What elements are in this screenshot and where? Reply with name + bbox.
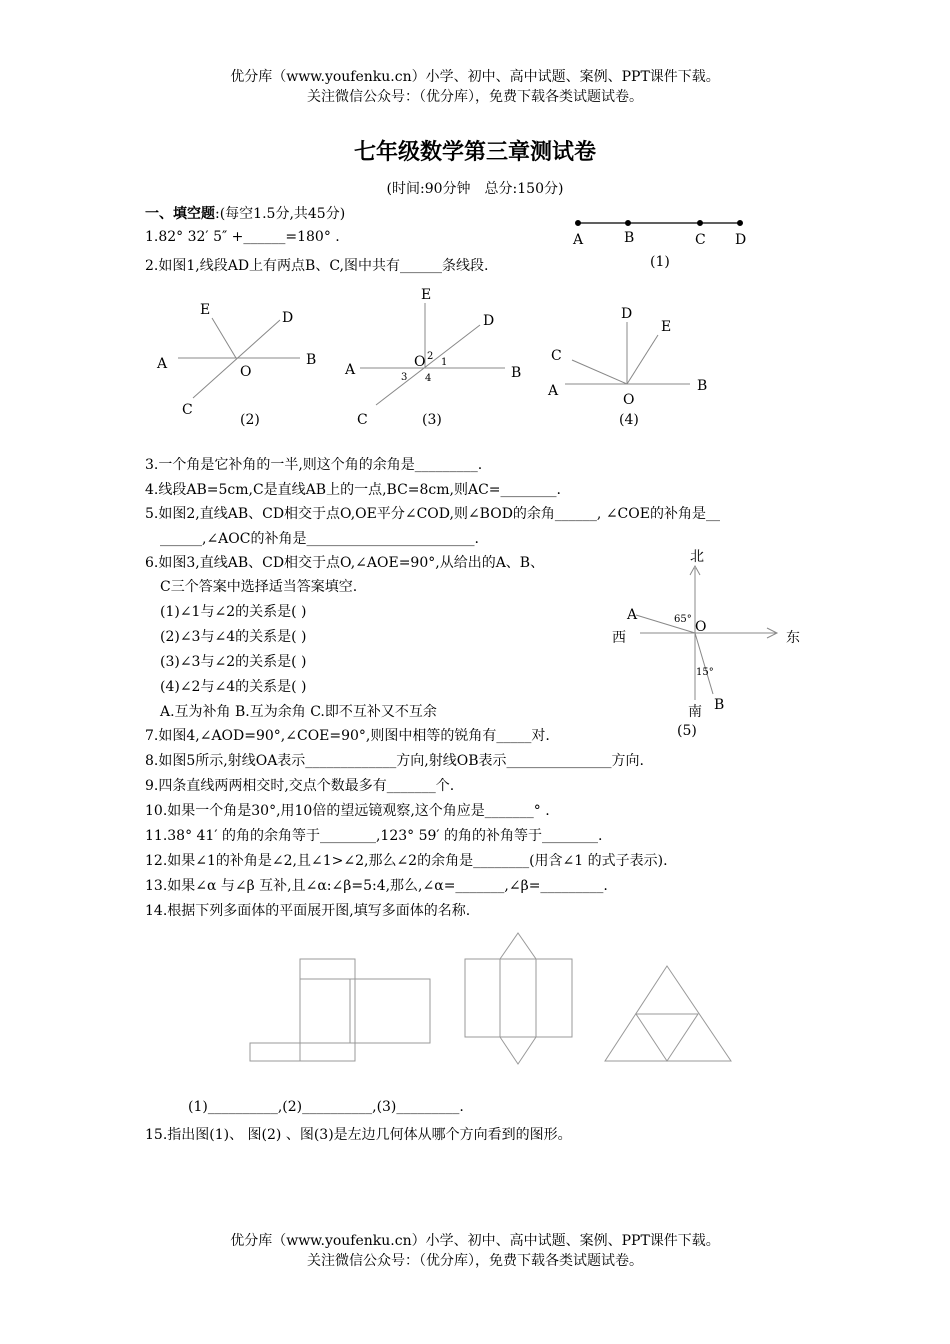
net1-left-face	[250, 1043, 300, 1061]
fig4-label-b: B	[697, 378, 708, 394]
fig5-label-o: O	[695, 619, 707, 635]
fig2-label-o: O	[240, 364, 252, 380]
question-6-2: (2)∠3与∠4的关系是( )	[160, 629, 307, 645]
fig3-label-b: B	[511, 365, 522, 381]
fig4-label-e: E	[661, 319, 672, 335]
question-14: 14.根据下列多面体的平面展开图,填写多面体的名称.	[145, 903, 471, 919]
fig2-label-e: E	[200, 302, 211, 318]
fig5-label-west: 西	[612, 630, 626, 646]
fig3-label-e: E	[421, 287, 432, 303]
fig5-angle-15: 15°	[696, 667, 714, 678]
fig3-angle-2: 2	[427, 351, 434, 362]
net3-inner-triangle	[636, 1014, 698, 1061]
question-6-options: A.互为补角 B.互为余角 C.即不互补又不互余	[160, 704, 437, 720]
figure-3	[344, 287, 521, 428]
fig4-caption: (4)	[619, 412, 639, 428]
fig3-caption: (3)	[422, 412, 442, 428]
fig4-label-a: A	[548, 383, 559, 399]
question-3: 3.一个角是它补角的一半,则这个角的余角是_________.	[145, 457, 483, 473]
fig1-point-a	[576, 221, 581, 226]
net2-bottom-triangle	[500, 1037, 536, 1064]
fig4-ray-oe	[627, 335, 658, 384]
question-15: 15.指出图(1)、 图(2) 、图(3)是左边几何体从哪个方向看到的图形。	[145, 1127, 572, 1143]
fig2-label-c: C	[182, 402, 193, 418]
net-prism	[465, 933, 572, 1064]
fig3-label-c: C	[357, 412, 368, 428]
fig1-point-c	[698, 221, 703, 226]
net1-right-face	[355, 979, 430, 1043]
figure-1	[572, 221, 746, 271]
fig1-label-b: B	[624, 230, 635, 246]
fig1-point-d	[738, 221, 743, 226]
fig1-label-c: C	[695, 232, 706, 248]
net-cuboid	[250, 959, 430, 1061]
fig2-label-a: A	[157, 356, 168, 372]
question-14-answers: (1)__________,(2)__________,(3)_________.	[188, 1099, 464, 1115]
fig5-label-south: 南	[688, 704, 702, 720]
fig2-line-cd	[193, 320, 280, 398]
fig5-angle-65: 65°	[674, 614, 692, 625]
fig4-label-o: O	[623, 392, 635, 408]
fig3-angle-4: 4	[425, 373, 432, 384]
figure-4	[547, 306, 707, 428]
question-5a: 5.如图2,直线AB、CD相交于点O,OE平分∠COD,则∠BOD的余角______, ∠COE的补角是__	[145, 506, 720, 522]
fig2-label-b: B	[306, 352, 317, 368]
question-9: 9.四条直线两两相交时,交点个数最多有_______个.	[145, 778, 455, 794]
question-6-1: (1)∠1与∠2的关系是( )	[160, 604, 307, 620]
fig4-label-c: C	[551, 348, 562, 364]
fig5-label-north: 北	[690, 549, 704, 565]
section-heading-note: :(每空1.5分,共45分)	[215, 206, 346, 222]
question-10: 10.如果一个角是30°,用10倍的望远镜观察,这个角应是_______° .	[145, 803, 550, 819]
fig1-point-b	[626, 221, 631, 226]
page-subtitle: (时间:90分钟 总分:150分)	[386, 181, 564, 197]
question-6-4: (4)∠2与∠4的关系是( )	[160, 679, 307, 695]
fig3-label-d: D	[483, 313, 495, 329]
question-8: 8.如图5所示,射线OA表示_____________方向,射线OB表示_______________方向.	[145, 753, 644, 769]
figure-5	[612, 549, 800, 739]
question-7: 7.如图4,∠AOD=90°,∠COE=90°,则图中相等的锐角有_____对.	[145, 728, 550, 744]
fig3-angle-1: 1	[441, 357, 448, 368]
page-title: 七年级数学第三章测试卷	[353, 139, 596, 165]
question-12: 12.如果∠1的补角是∠2,且∠1>∠2,那么∠2的余角是________(用含∠1 的式子表示).	[145, 853, 668, 869]
question-6-3: (3)∠3与∠2的关系是( )	[160, 654, 307, 670]
net2-rect	[465, 959, 572, 1037]
question-2: 2.如图1,线段AD上有两点B、C,图中共有______条线段.	[145, 258, 489, 274]
fig2-label-d: D	[282, 310, 294, 326]
figure-2	[156, 302, 316, 428]
fig3-label-o: O	[414, 354, 426, 370]
fig3-angle-3: 3	[401, 372, 408, 383]
footer-line-2: 关注微信公众号：（优分库），免费下载各类试题试卷。	[307, 1253, 643, 1269]
question-1: 1.82° 32′ 5″ +______=180° .	[145, 229, 340, 245]
net1-top-face	[300, 959, 355, 979]
net2-top-triangle	[500, 933, 536, 959]
fig2-caption: (2)	[240, 412, 260, 428]
question-4: 4.线段AB=5cm,C是直线AB上的一点,BC=8cm,则AC=________.	[145, 482, 561, 498]
fig1-label-d: D	[735, 232, 747, 248]
question-13: 13.如果∠α 与∠β 互补,且∠α:∠β=5:4,那么,∠α=_______,∠β=_________.	[145, 878, 608, 894]
fig4-ray-oc	[572, 360, 627, 384]
footer-line-1: 优分库（www.youfenku.cn）小学、初中、高中试题、案例、PPT课件下载。	[230, 1233, 720, 1249]
fig2-ray-oe	[212, 318, 236, 358]
header-line-2: 关注微信公众号：（优分库），免费下载各类试题试卷。	[307, 89, 643, 105]
fig5-caption: (5)	[677, 723, 697, 739]
net1-bottom-face	[300, 1043, 355, 1061]
section-heading-label: 一、填空题	[145, 206, 215, 222]
net1-front-face	[300, 979, 355, 1043]
question-6b: C三个答案中选择适当答案填空.	[160, 579, 358, 595]
fig5-ray-ob	[695, 633, 713, 694]
fig3-label-a: A	[345, 362, 356, 378]
header-line-1: 优分库（www.youfenku.cn）小学、初中、高中试题、案例、PPT课件下载。	[230, 69, 720, 85]
fig3-line-cd	[376, 325, 480, 405]
fig5-label-a: A	[627, 607, 638, 623]
question-5b: ______,∠AOC的补角是________________________.	[160, 531, 479, 547]
fig5-label-b: B	[714, 697, 725, 713]
fig5-label-east: 东	[786, 630, 800, 646]
question-6a: 6.如图3,直线AB、CD相交于点O,∠AOE=90°,从给出的A、B、	[145, 555, 545, 571]
fig4-label-d: D	[621, 306, 633, 322]
fig1-label-a: A	[573, 232, 584, 248]
question-11: 11.38° 41′ 的角的余角等于________,123° 59′ 的角的补角等于________.	[145, 828, 603, 844]
net-tetrahedron	[605, 966, 731, 1061]
fig1-caption: (1)	[650, 254, 670, 270]
